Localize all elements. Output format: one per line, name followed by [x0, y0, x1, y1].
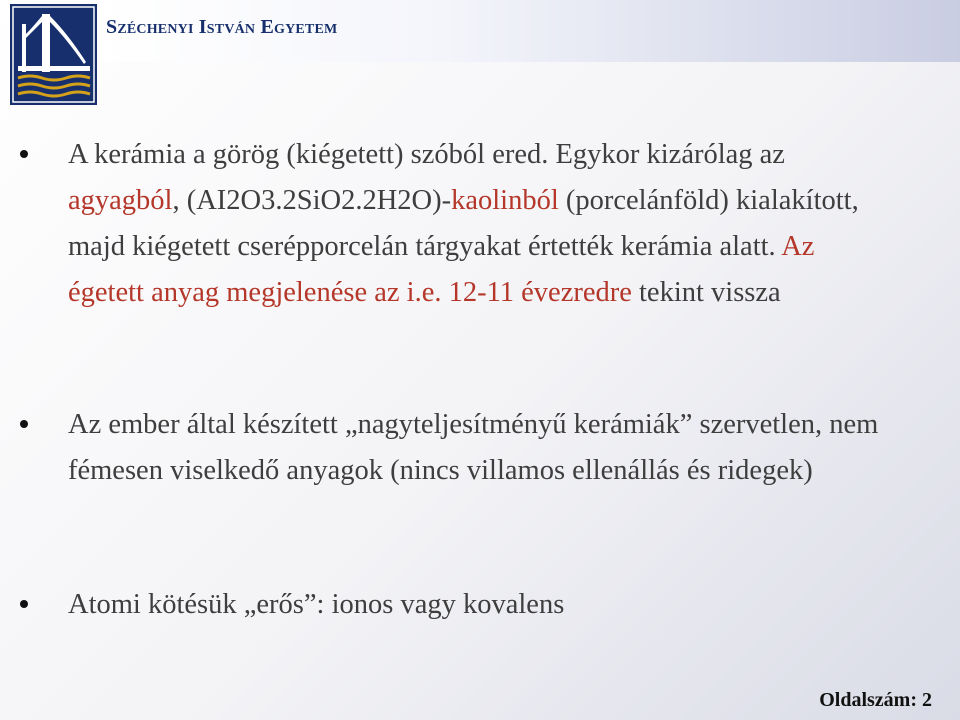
highlight-text: az i.e. 12-11 évezredre [374, 277, 632, 308]
bullet-text [68, 402, 888, 494]
bullet-text [68, 582, 888, 628]
bullet-icon [20, 420, 28, 428]
bullet-text [68, 132, 888, 316]
highlight-text: kaolinból [451, 185, 559, 216]
text-segment: Az ember által készített „nagyteljesítményű kerámiák” szervetlen, nem fémesen viselkedő anyagok (nincs villamos ellenállás és ridegek) [68, 409, 879, 486]
text-segment: , (AI2O3.2SiO2.2H2O)- [172, 185, 452, 216]
slide-header [0, 0, 960, 110]
bullet-icon [20, 600, 28, 608]
highlight-text: Az égetett anyag megjelenése [68, 231, 815, 308]
university-name: Széchenyi István Egyetem [106, 16, 338, 38]
text-segment: Atomi kötésük „erős”: ionos vagy kovalens [68, 589, 565, 620]
text-segment: tekint vissza [631, 277, 781, 308]
page-number: Oldalszám: 2 [819, 689, 932, 711]
text-segment: A kerámia a görög (kiégetett) szóból ered. Egykor kizárólag az [68, 139, 785, 170]
university-logo [10, 4, 97, 105]
text-segment: (porcelánföld) kialakított, majd kiégetett cserépporcelán tárgyakat értették kerámia alatt. [68, 185, 859, 262]
bullet-icon [20, 150, 28, 158]
highlight-text: agyagból [68, 185, 173, 216]
